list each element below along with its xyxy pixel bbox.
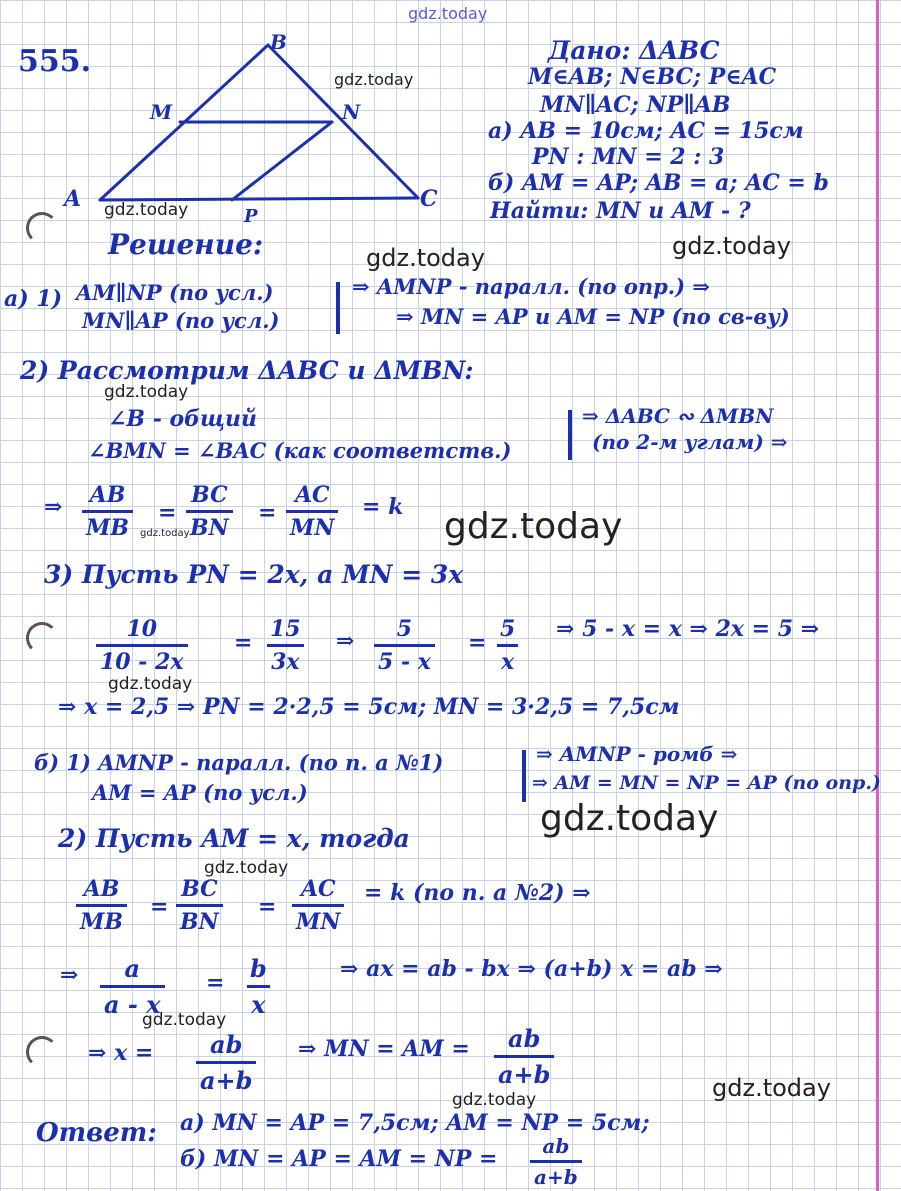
numerator: AB	[83, 876, 120, 902]
numerator: ab	[210, 1030, 243, 1059]
equals-sign: =	[206, 970, 225, 996]
a3-rest: ⇒ 5 - x = x ⇒ 2x = 5 ⇒	[556, 616, 820, 642]
label-c: C	[420, 186, 438, 212]
watermark: gdz.today	[540, 798, 719, 839]
denominator: MB	[76, 904, 127, 935]
numerator: 15	[270, 616, 301, 642]
fraction-ab-mb	[82, 482, 133, 541]
equals-sign: =	[258, 894, 277, 920]
implies-arrow: ⇒	[336, 628, 355, 654]
watermark: gdz.today	[104, 200, 189, 220]
bracket	[568, 410, 572, 460]
denominator: BN	[186, 510, 233, 541]
numerator: AC	[300, 876, 336, 902]
label-a: A	[64, 186, 82, 212]
equals-sign: =	[258, 500, 277, 526]
given-line-2: M∈AB; N∈BC; P∈AC	[528, 64, 777, 90]
x-result-label: ⇒ x =	[88, 1040, 154, 1066]
fraction-b	[246, 954, 271, 1019]
watermark: gdz.today	[366, 244, 485, 272]
fraction-ac-mn-b	[292, 876, 344, 935]
b1-right-line-2: ⇒ AM = MN = NP = AP (по опр.)	[532, 772, 881, 794]
denominator: a+b	[196, 1061, 256, 1095]
label-b: B	[270, 30, 287, 54]
numerator: BC	[191, 482, 228, 508]
given-line-5: PN : MN = 2 : 3	[532, 144, 725, 170]
fraction-mn	[494, 1024, 554, 1089]
fraction-bc-bn-b	[176, 876, 223, 935]
given-line-3: MN∥AC; NP∥AB	[540, 92, 731, 118]
numerator: 10	[126, 616, 158, 642]
numerator: 5	[396, 616, 413, 642]
denominator: 5 - x	[374, 644, 435, 675]
a3-title: 3) Пусть PN = 2x, a MN = 3x	[44, 560, 464, 589]
fraction-5-b	[496, 616, 519, 675]
equals-sign: =	[234, 630, 253, 656]
answer-fraction	[530, 1134, 582, 1189]
denominator: MN	[292, 904, 344, 935]
b2-rest: ⇒ ax = ab - bx ⇒ (a+b) x = ab ⇒	[340, 956, 723, 982]
watermark: gdz.today	[672, 232, 791, 260]
a2-left-line-1: ∠B - общий	[108, 406, 257, 432]
b1-left-line-1: б) 1) AMNP - паралл. (по п. а №1)	[34, 750, 444, 775]
problem-number: 555.	[18, 44, 92, 79]
a2-right-line-1: ⇒ ΔABC ∾ ΔMBN	[582, 404, 774, 428]
implies-arrow: ⇒	[60, 962, 79, 988]
given-line-6: б) AM = AP; AB = a; AC = b	[488, 170, 829, 196]
label-n: N	[342, 100, 361, 124]
given-line-4: a) AB = 10см; AC = 15см	[488, 118, 804, 144]
fraction-15	[266, 616, 305, 675]
answer-label: Ответ:	[36, 1118, 157, 1148]
denominator: MB	[82, 510, 133, 541]
watermark: gdz.today	[140, 528, 190, 539]
solution-title: Решение:	[108, 228, 264, 261]
watermark: gdz.today	[712, 1074, 831, 1102]
equals-sign: =	[150, 894, 169, 920]
watermark: gdz.today	[334, 70, 414, 89]
numerator: AC	[294, 482, 330, 508]
equals-sign: =	[468, 630, 487, 656]
given-line-1: Дано: ΔABC	[548, 36, 720, 65]
b1-left-line-2: AM = AP (по усл.)	[92, 780, 308, 805]
label-p: P	[244, 206, 258, 227]
a2-left-line-2: ∠BMN = ∠BAC (как соответств.)	[88, 438, 512, 463]
watermark: gdz.today	[142, 1010, 227, 1030]
bracket	[336, 282, 340, 334]
numerator: a	[124, 954, 141, 983]
fraction-5-a	[374, 616, 435, 675]
answer-b: б) MN = AP = AM = NP =	[180, 1146, 498, 1172]
a1-right-line-2: ⇒ MN = AP и AM = NP (по св-ву)	[396, 304, 790, 329]
numerator: ab	[542, 1134, 570, 1158]
equals-sign: =	[158, 500, 177, 526]
watermark: gdz.today	[444, 506, 623, 547]
numerator: ab	[508, 1024, 541, 1053]
denominator: a+b	[530, 1160, 582, 1189]
ratio-arrow: ⇒	[44, 494, 63, 520]
watermark: gdz.today	[104, 382, 189, 402]
fraction-x	[196, 1030, 256, 1095]
a2-title: 2) Рассмотрим ΔABC и ΔMBN:	[20, 356, 474, 385]
a1-left-line-1: AM∥NP (по усл.)	[76, 280, 274, 305]
watermark: gdz.today	[452, 1090, 537, 1110]
b2-k-note: = k (по п. а №2) ⇒	[364, 880, 591, 906]
ratio-k: = k	[362, 494, 404, 520]
a1-left-line-2: MN∥AP (по усл.)	[82, 308, 280, 333]
a2-right-line-2: (по 2-м углам) ⇒	[592, 430, 788, 454]
denominator: 10 - 2x	[96, 644, 188, 675]
part-a-label: а) 1)	[4, 286, 63, 312]
numerator: AB	[89, 482, 126, 508]
numerator: BC	[181, 876, 218, 902]
denominator: a - x	[100, 985, 165, 1019]
a1-right-line-1: ⇒ AMNP - паралл. (по опр.) ⇒	[352, 274, 710, 299]
denominator: x	[247, 985, 269, 1019]
denominator: BN	[176, 904, 223, 935]
mn-result-label: ⇒ MN = AM =	[298, 1036, 470, 1062]
fraction-bc-bn	[186, 482, 233, 541]
b2-title: 2) Пусть AM = x, тогда	[58, 824, 410, 853]
watermark: gdz.today	[204, 858, 289, 878]
fraction-ac-mn	[286, 482, 338, 541]
answer-a: а) MN = AP = 7,5см; AM = NP = 5см;	[180, 1110, 650, 1136]
a3-result: ⇒ x = 2,5 ⇒ PN = 2·2,5 = 5см; MN = 3·2,5 = 7,5см	[58, 694, 680, 720]
denominator: x	[497, 644, 518, 675]
denominator: a+b	[494, 1055, 554, 1089]
numerator: 5	[500, 616, 516, 642]
segment-np	[232, 122, 332, 200]
bracket	[522, 750, 526, 802]
watermark: gdz.today	[108, 674, 193, 694]
numerator: b	[250, 954, 267, 983]
b1-right-line-1: ⇒ AMNP - ромб ⇒	[536, 742, 738, 766]
fraction-ab-mb-b	[76, 876, 127, 935]
denominator: 3x	[267, 644, 303, 675]
fraction-10	[96, 616, 188, 675]
given-line-7: Найти: MN и AM - ?	[490, 198, 751, 224]
label-m: M	[150, 100, 173, 124]
denominator: MN	[286, 510, 338, 541]
watermark: gdz.today	[408, 4, 488, 23]
